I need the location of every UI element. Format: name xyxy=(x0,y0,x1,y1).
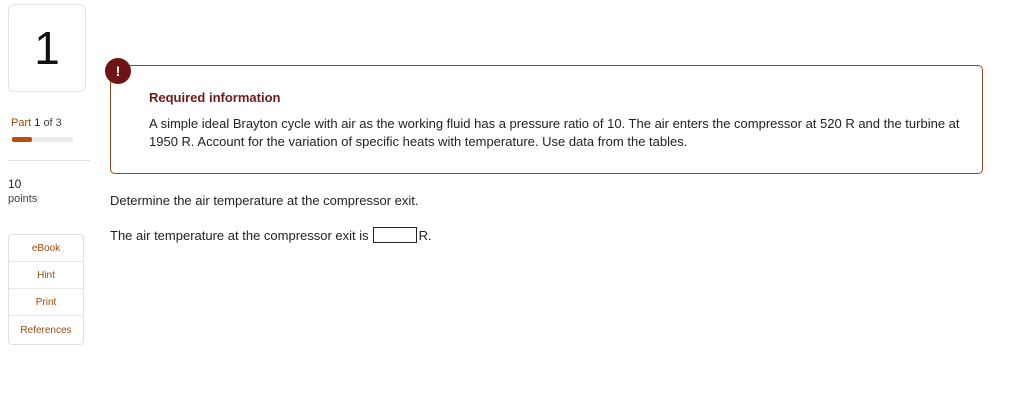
ebook-link[interactable]: eBook xyxy=(9,235,83,262)
required-information-title: Required information xyxy=(149,90,281,105)
exclamation-icon: ! xyxy=(105,58,131,84)
answer-input[interactable] xyxy=(373,227,417,243)
tool-links-list xyxy=(8,234,84,345)
points-label: points xyxy=(8,193,38,205)
hint-link[interactable]: Hint xyxy=(9,262,83,289)
points-value: 10 xyxy=(8,177,22,191)
part-indicator xyxy=(11,117,62,129)
answer-unit: R. xyxy=(418,227,432,243)
part-progress-bar xyxy=(12,137,73,142)
sidebar-divider xyxy=(8,160,90,161)
print-link[interactable]: Print xyxy=(9,289,83,316)
part-total: of 3 xyxy=(43,117,62,129)
references-link[interactable]: References xyxy=(20,324,72,336)
part-word: Part xyxy=(11,117,32,129)
part-progress-fill xyxy=(12,137,32,142)
answer-row xyxy=(110,227,432,243)
question-number: 1 xyxy=(34,22,60,74)
required-information-text: A simple ideal Brayton cycle with air as the working fluid has a pressure ratio of 10. The air enters the compressor at 520 R and the turbine at 1950 R. Account for the variation of specific heats with temperature. Use data from the tables. xyxy=(149,116,960,149)
question-prompt: Determine the air temperature at the compressor exit. xyxy=(110,193,419,208)
question-number-card xyxy=(8,4,86,92)
part-current: 1 xyxy=(34,117,41,129)
answer-prefix: The air temperature at the compressor exit is xyxy=(110,227,369,243)
